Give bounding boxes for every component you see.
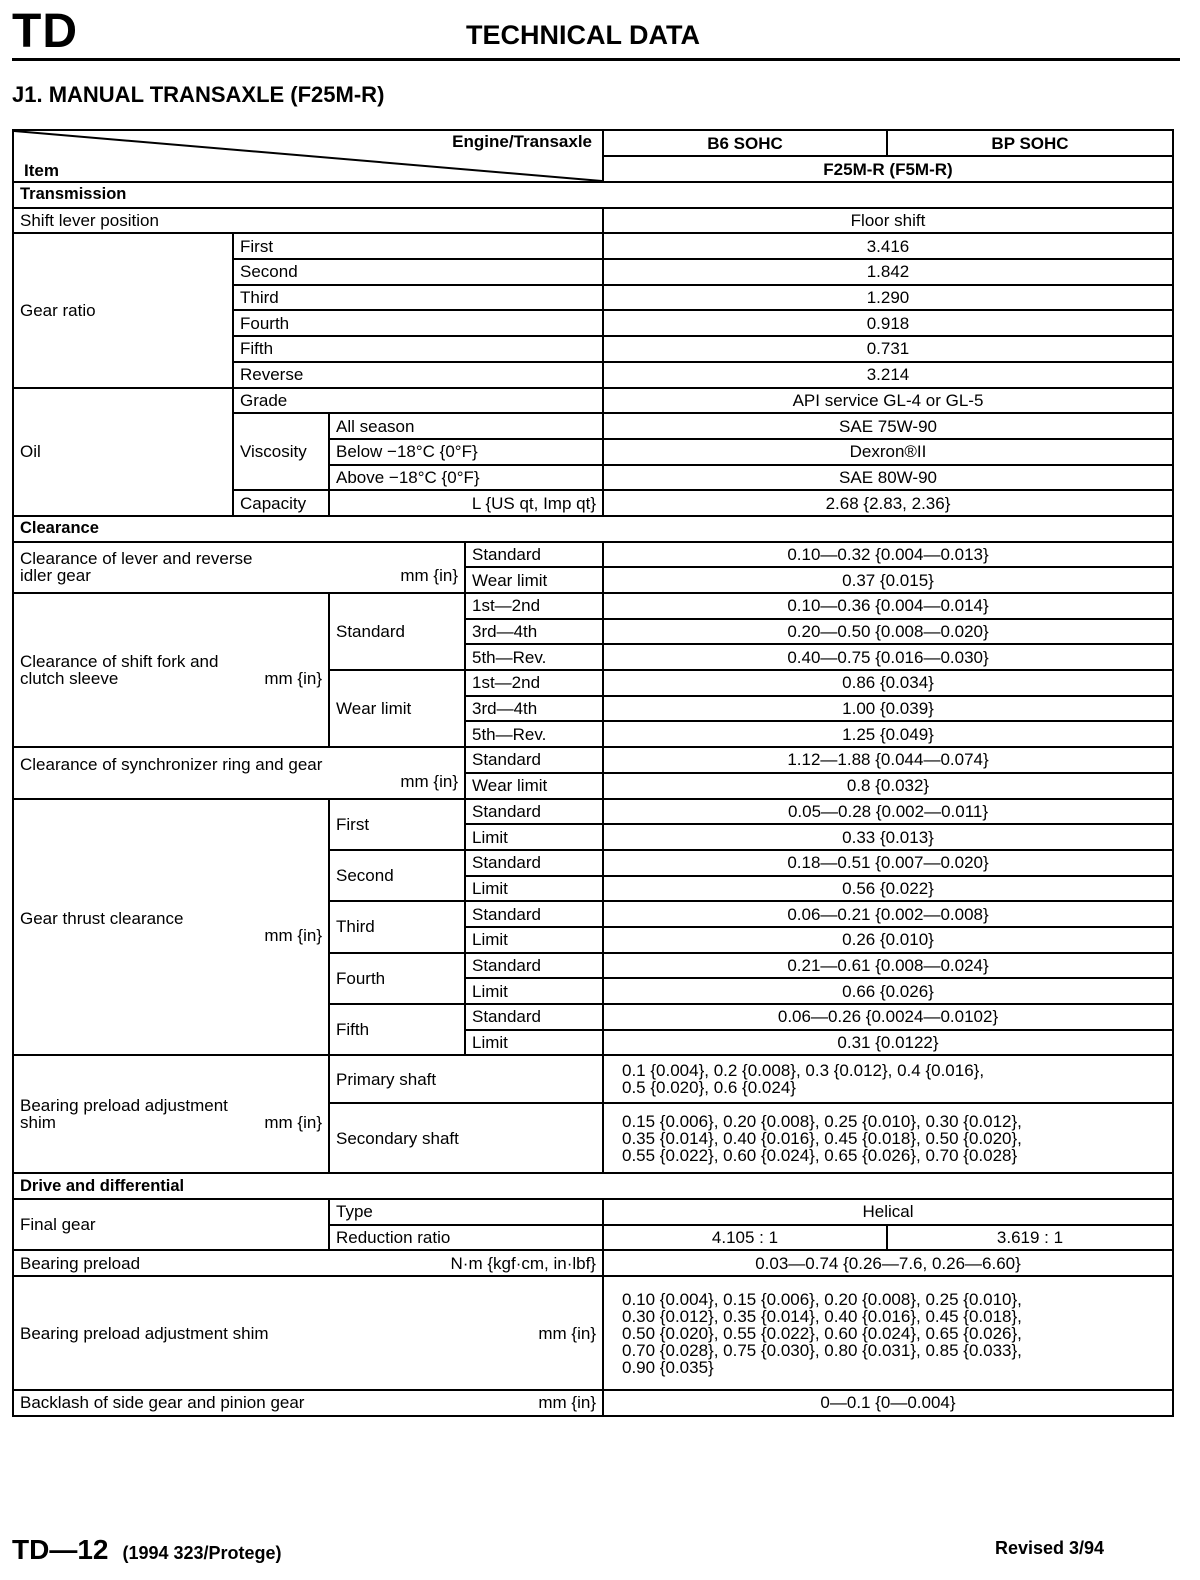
spec-type: Limit [465,876,603,902]
spec-type: Standard [465,901,603,927]
diagonal-header-cell [13,130,603,182]
unit-label: mm {in} [400,566,458,586]
capacity-unit: L {US qt, Imp qt} [329,490,603,516]
bearing-preload-value: 0.03—0.74 {0.26—7.6, 0.26—6.60} [603,1250,1173,1276]
secondary-shaft-label: Secondary shaft [329,1103,603,1173]
shift-fork-label [13,593,329,747]
revision-date: Revised 3/94 [995,1538,1105,1558]
gear-pair-label: 5th—Rev. [465,721,603,747]
table-row [13,1276,1173,1390]
spec-type: Standard [465,799,603,825]
thrust-label [13,799,329,1056]
unit-label: mm {in} [538,1323,596,1343]
shift-fork-label-line2: clutch sleeve [20,669,119,689]
thrust-label-text: Gear thrust clearance [20,908,184,928]
lever-reverse-label-line2: idler gear [20,566,91,586]
col-bp-sohc: BP SOHC [887,130,1173,156]
oil-label: Oil [13,388,233,516]
shim-value-line: 0.55 {0.022}, 0.60 {0.024}, 0.65 {0.026}, 0.70 {0.028} [622,1145,1018,1165]
unit-label: N·m {kgf·cm, in·lbf} [450,1253,596,1273]
lever-reverse-label [13,542,465,593]
spec-value: 0.66 {0.026} [603,978,1173,1004]
spec-value: 0.33 {0.013} [603,824,1173,850]
spec-value: 1.25 {0.049} [603,721,1173,747]
viscosity-label: Viscosity [233,413,329,490]
table-row [13,1055,1173,1103]
shim-value-line: 0.70 {0.028}, 0.75 {0.030}, 0.80 {0.031}, 0.85 {0.033}, [622,1340,1022,1360]
gear-pair-label: 1st—2nd [465,593,603,619]
spec-type: Standard [465,747,603,773]
primary-shaft-label: Primary shaft [329,1055,603,1103]
bearing-preload-label-text: Bearing preload [20,1253,141,1273]
gear-label: Fourth [233,310,603,336]
gear-ratio-value: 3.214 [603,362,1173,388]
page-title: TECHNICAL DATA [466,20,700,50]
table-row [13,799,1173,825]
page-number [12,1534,282,1566]
spec-value: 0.21—0.61 {0.008—0.024} [603,953,1173,979]
unit-label: mm {in} [264,669,322,689]
spec-table [12,129,1174,1417]
spec-value: 0.8 {0.032} [603,773,1173,799]
header-rule [12,58,1180,61]
gear-pair-label: 1st—2nd [465,670,603,696]
viscosity-value: Dexron®II [603,439,1173,465]
spec-value: 0.10—0.32 {0.004—0.013} [603,542,1173,568]
section-title: J1. MANUAL TRANSAXLE (F25M-R) [12,82,385,107]
spec-value: 1.12—1.88 {0.044—0.074} [603,747,1173,773]
backlash-value: 0—0.1 {0—0.004} [603,1390,1173,1416]
gear-label: Third [233,285,603,311]
table-row [13,593,1173,619]
page-number-text: TD—12 [12,1534,109,1565]
spec-value: 0.37 {0.015} [603,567,1173,593]
spec-value: 0.05—0.28 {0.002—0.011} [603,799,1173,825]
table-row [13,208,1173,234]
backlash-label-text: Backlash of side gear and pinion gear [20,1393,305,1413]
final-gear-type-value: Helical [603,1199,1173,1225]
capacity-label: Capacity [233,490,329,516]
gear-ratio-value: 1.290 [603,285,1173,311]
viscosity-condition: Above −18°C {0°F} [329,465,603,491]
spec-type: Standard [465,953,603,979]
model-header: F25M-R (F5M-R) [603,156,1173,182]
section-clearance: Clearance [13,516,1173,542]
gear-label: First [233,233,603,259]
spec-value: 0.18—0.51 {0.007—0.020} [603,850,1173,876]
unit-label: mm {in} [264,1113,322,1133]
spec-value: 0.20—0.50 {0.008—0.020} [603,619,1173,645]
spec-value: 0.40—0.75 {0.016—0.030} [603,644,1173,670]
spec-type: Wear limit [465,567,603,593]
gear-ratio-value: 1.842 [603,259,1173,285]
shift-lever-value: Floor shift [603,208,1173,234]
spec-value: 0.06—0.21 {0.002—0.008} [603,901,1173,927]
thrust-gear-label: Fourth [329,953,465,1004]
shim-value-line: 0.35 {0.014}, 0.40 {0.016}, 0.45 {0.018}, 0.50 {0.020}, [622,1128,1022,1148]
gear-label: Fifth [233,336,603,362]
gear-ratio-label: Gear ratio [13,233,233,387]
final-gear-type-label: Type [329,1199,603,1225]
gear-ratio-value: 0.918 [603,310,1173,336]
shim-value-line: 0.15 {0.006}, 0.20 {0.008}, 0.25 {0.010}, 0.30 {0.012}, [622,1111,1022,1131]
thrust-gear-label: Second [329,850,465,901]
shift-fork-wear-label: Wear limit [329,670,465,747]
table-row [13,747,1173,773]
diff-shim-label [13,1276,603,1390]
viscosity-condition: Below −18°C {0°F} [329,439,603,465]
viscosity-value: SAE 75W-90 [603,413,1173,439]
gear-pair-label: 3rd—4th [465,619,603,645]
gear-label: Second [233,259,603,285]
table-row [13,1390,1173,1416]
shim-value-line: 0.50 {0.020}, 0.55 {0.022}, 0.60 {0.024}, 0.65 {0.026}, [622,1323,1022,1343]
secondary-shaft-values [603,1103,1173,1173]
unit-label: mm {in} [264,925,322,945]
section-transmission: Transmission [13,182,1173,208]
shift-fork-standard-label: Standard [329,593,465,670]
synchro-label-text: Clearance of synchronizer ring and gear [20,754,323,774]
spec-value: 0.31 {0.0122} [603,1030,1173,1056]
backlash-label [13,1390,603,1416]
spec-type: Standard [465,850,603,876]
oil-grade-value: API service GL-4 or GL-5 [603,388,1173,414]
spec-value: 1.00 {0.039} [603,696,1173,722]
viscosity-value: SAE 80W-90 [603,465,1173,491]
thrust-gear-label: Fifth [329,1004,465,1055]
shim-label-line1: Bearing preload adjustment [20,1096,228,1116]
engine-transaxle-label: Engine/Transaxle [452,132,592,151]
diff-shim-values [603,1276,1173,1390]
col-b6-sohc: B6 SOHC [603,130,887,156]
shim-label-line2: shim [20,1113,56,1133]
gear-label: Reverse [233,362,603,388]
bearing-preload-label [13,1250,603,1276]
shim-label [13,1055,329,1173]
gear-ratio-value: 0.731 [603,336,1173,362]
unit-label: mm {in} [538,1393,596,1413]
section-code: TD [12,5,78,58]
reduction-ratio-b6: 4.105 : 1 [603,1225,887,1251]
viscosity-condition: All season [329,413,603,439]
spec-value: 0.56 {0.022} [603,876,1173,902]
reduction-ratio-bp: 3.619 : 1 [887,1225,1173,1251]
primary-shaft-values [603,1055,1173,1103]
table-row [13,1199,1173,1225]
oil-grade-label: Grade [233,388,603,414]
synchro-label [13,747,465,798]
spec-value: 0.86 {0.034} [603,670,1173,696]
diff-shim-label-text: Bearing preload adjustment shim [20,1323,269,1343]
spec-type: Limit [465,824,603,850]
spec-type: Standard [465,1004,603,1030]
shim-value-line: 0.90 {0.035} [622,1357,714,1377]
spec-value: 0.10—0.36 {0.004—0.014} [603,593,1173,619]
spec-type: Limit [465,1030,603,1056]
spec-type: Wear limit [465,773,603,799]
table-row [13,388,1173,414]
shift-lever-label: Shift lever position [13,208,603,234]
spec-value: 0.06—0.26 {0.0024—0.0102} [603,1004,1173,1030]
spec-type: Standard [465,542,603,568]
shim-value-line: 0.1 {0.004}, 0.2 {0.008}, 0.3 {0.012}, 0.4 {0.016}, [622,1061,985,1081]
section-drive-differential: Drive and differential [13,1173,1173,1199]
table-row [13,1250,1173,1276]
thrust-gear-label: First [329,799,465,850]
unit-label: mm {in} [400,771,458,791]
item-label: Item [24,161,59,180]
spec-type: Limit [465,978,603,1004]
table-header-row [13,130,1173,156]
gear-ratio-value: 3.416 [603,233,1173,259]
lever-reverse-label-line1: Clearance of lever and reverse [20,549,253,569]
shim-value-line: 0.5 {0.020}, 0.6 {0.024} [622,1078,796,1098]
shim-value-line: 0.10 {0.004}, 0.15 {0.006}, 0.20 {0.008}, 0.25 {0.010}, [622,1289,1022,1309]
table-row [13,542,1173,568]
spec-value: 0.26 {0.010} [603,927,1173,953]
model-year: (1994 323/Protege) [122,1543,282,1563]
thrust-gear-label: Third [329,901,465,952]
reduction-ratio-label: Reduction ratio [329,1225,603,1251]
shim-value-line: 0.30 {0.012}, 0.35 {0.014}, 0.40 {0.016}, 0.45 {0.018}, [622,1306,1022,1326]
shift-fork-label-line1: Clearance of shift fork and [20,652,219,672]
gear-pair-label: 3rd—4th [465,696,603,722]
final-gear-label: Final gear [13,1199,329,1250]
spec-type: Limit [465,927,603,953]
capacity-value: 2.68 {2.83, 2.36} [603,490,1173,516]
table-row [13,233,1173,259]
gear-pair-label: 5th—Rev. [465,644,603,670]
